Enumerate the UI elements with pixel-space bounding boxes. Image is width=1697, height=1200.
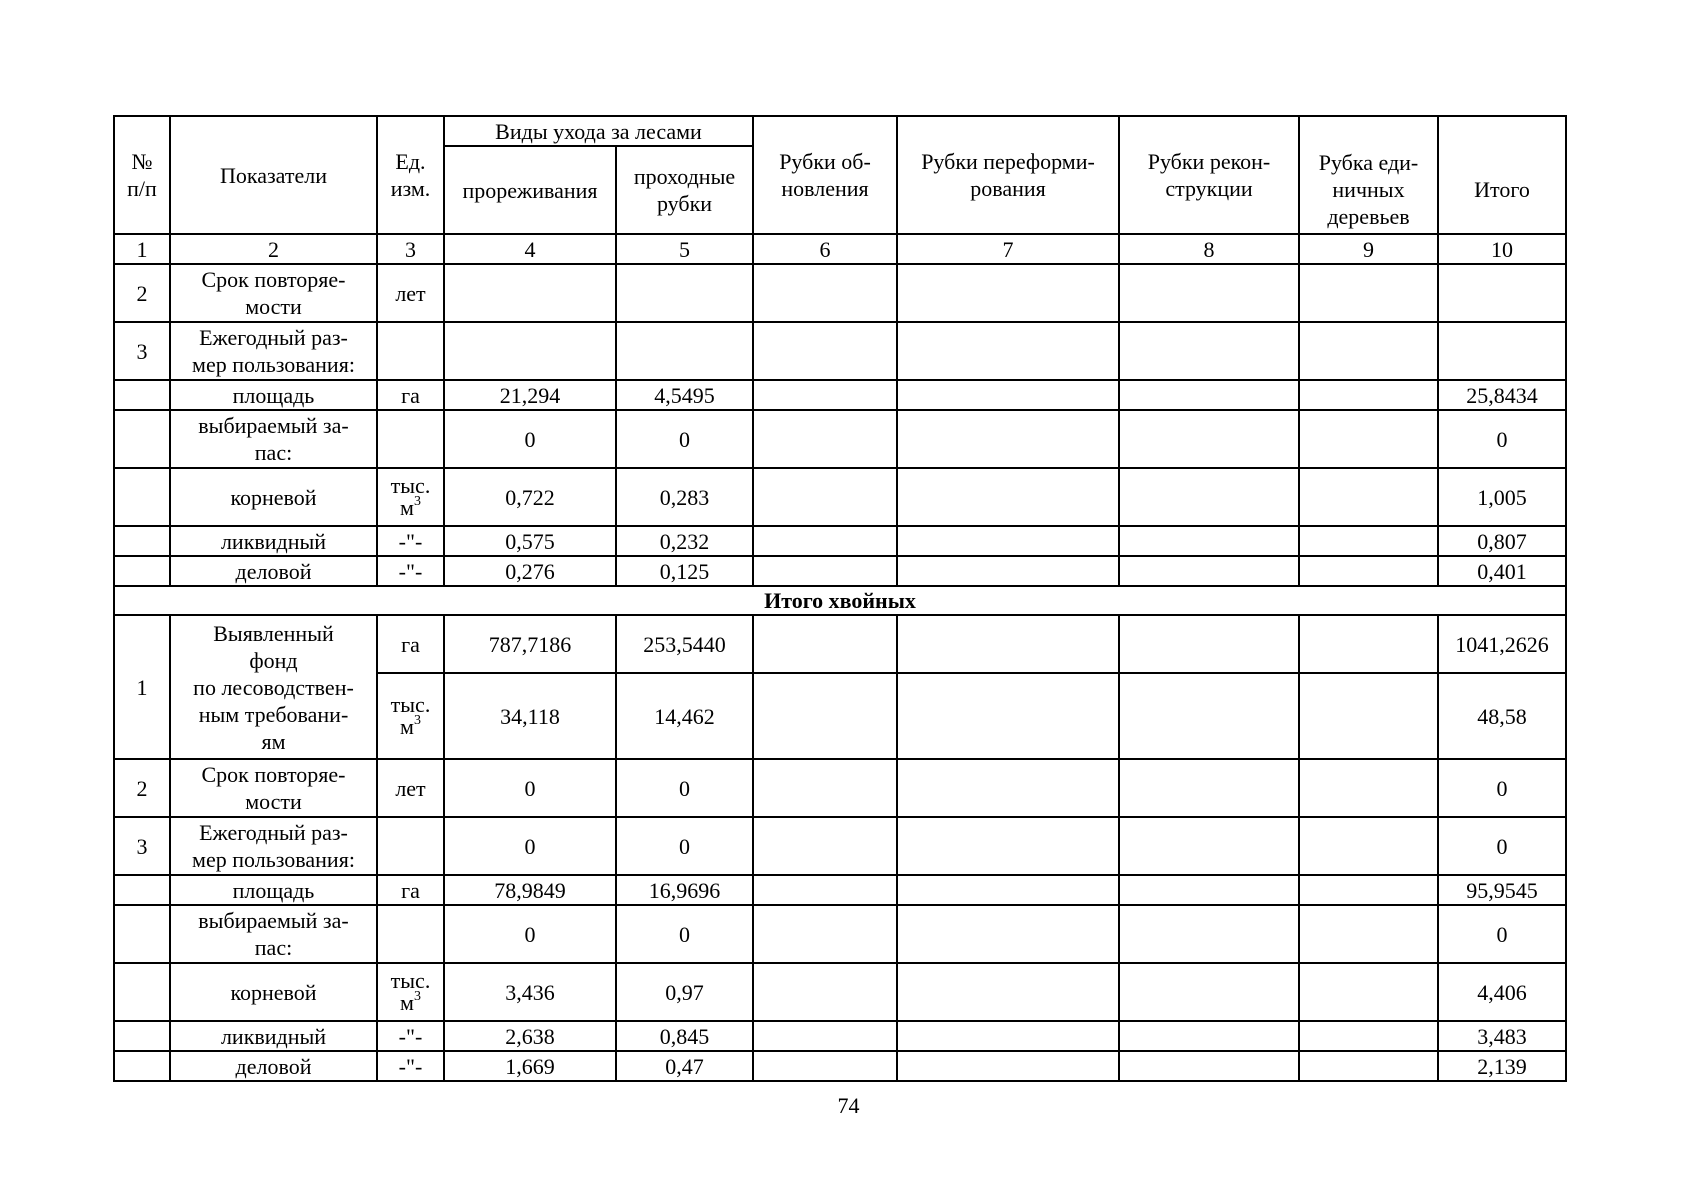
cell-empty <box>897 322 1119 380</box>
cell-empty <box>897 615 1119 673</box>
header-indicators: Показатели <box>170 116 377 234</box>
table-row <box>114 759 1566 817</box>
row-indicator: площадь <box>170 380 377 410</box>
cell-empty <box>1119 963 1299 1021</box>
cell-total: 3,483 <box>1438 1021 1566 1051</box>
cell-total: 0 <box>1438 817 1566 875</box>
cell-total <box>1438 264 1566 322</box>
header-reform: Рубки переформи- рования <box>897 116 1119 234</box>
row-indicator: ликвидный <box>170 1021 377 1051</box>
row-num <box>114 875 170 905</box>
table-row <box>114 380 1566 410</box>
row-indicator: выбираемый за- пас: <box>170 410 377 468</box>
cell-total: 48,58 <box>1438 673 1566 759</box>
table-row <box>114 526 1566 556</box>
row-indicator: деловой <box>170 1051 377 1081</box>
cell-thinning: 3,436 <box>444 963 616 1021</box>
table-row <box>114 1051 1566 1081</box>
cell-thinning: 78,9849 <box>444 875 616 905</box>
cell-total: 0 <box>1438 410 1566 468</box>
cell-empty <box>1119 673 1299 759</box>
row-indicator: ликвидный <box>170 526 377 556</box>
row-num: 1 <box>114 615 170 759</box>
row-unit: лет <box>377 759 444 817</box>
row-unit: лет <box>377 264 444 322</box>
cell-empty <box>753 556 897 586</box>
row-unit: -"- <box>377 556 444 586</box>
cell-passage: 0,845 <box>616 1021 753 1051</box>
cell-passage: 0 <box>616 410 753 468</box>
row-unit <box>377 322 444 380</box>
table-row <box>114 963 1566 1021</box>
column-number-row <box>114 234 1566 264</box>
cell-passage: 0 <box>616 905 753 963</box>
row-num: 2 <box>114 759 170 817</box>
row-unit: -"- <box>377 1021 444 1051</box>
row-indicator: корневой <box>170 468 377 526</box>
table-row <box>114 410 1566 468</box>
cell-empty <box>753 526 897 556</box>
cell-empty <box>1119 264 1299 322</box>
header-care-group: Виды ухода за лесами <box>444 116 753 146</box>
row-unit <box>377 905 444 963</box>
col-num-cell: 9 <box>1299 234 1438 264</box>
cell-empty <box>897 468 1119 526</box>
cell-thinning: 0,575 <box>444 526 616 556</box>
row-indicator: Выявленный фонд по лесоводствен- ным требовани- ям <box>170 615 377 759</box>
col-num-cell: 2 <box>170 234 377 264</box>
cell-empty <box>897 410 1119 468</box>
cell-thinning: 0 <box>444 817 616 875</box>
cell-total: 0 <box>1438 759 1566 817</box>
cell-empty <box>1119 1051 1299 1081</box>
cell-thinning: 21,294 <box>444 380 616 410</box>
cell-empty <box>1119 905 1299 963</box>
cell-total: 1041,2626 <box>1438 615 1566 673</box>
cell-empty <box>1119 817 1299 875</box>
cell-empty <box>1299 322 1438 380</box>
row-num <box>114 1021 170 1051</box>
cell-empty <box>753 817 897 875</box>
cell-empty <box>1299 1021 1438 1051</box>
cell-total: 0 <box>1438 905 1566 963</box>
forest-care-table <box>113 115 1567 1082</box>
cell-empty <box>1119 526 1299 556</box>
cell-empty <box>897 1021 1119 1051</box>
col-num-cell: 5 <box>616 234 753 264</box>
cell-empty <box>1119 468 1299 526</box>
row-unit <box>377 410 444 468</box>
row-indicator: корневой <box>170 963 377 1021</box>
cell-total: 25,8434 <box>1438 380 1566 410</box>
cell-empty <box>897 963 1119 1021</box>
cell-thinning: 787,7186 <box>444 615 616 673</box>
cell-thinning: 0 <box>444 759 616 817</box>
row-num: 3 <box>114 817 170 875</box>
col-num-cell: 8 <box>1119 234 1299 264</box>
cell-thinning: 2,638 <box>444 1021 616 1051</box>
cell-empty <box>1119 556 1299 586</box>
col-num-cell: 1 <box>114 234 170 264</box>
cell-empty <box>1299 380 1438 410</box>
table-row <box>114 556 1566 586</box>
col-num-cell: 3 <box>377 234 444 264</box>
section-title: Итого хвойных <box>114 586 1566 615</box>
table-row <box>114 1021 1566 1051</box>
row-unit: тыс. $м^3$ <box>377 468 444 526</box>
row-num: 3 <box>114 322 170 380</box>
header-num: № п/п <box>114 116 170 234</box>
cell-thinning <box>444 322 616 380</box>
cell-empty <box>1299 759 1438 817</box>
cell-empty <box>1299 468 1438 526</box>
cell-empty <box>753 322 897 380</box>
row-unit: га <box>377 380 444 410</box>
cell-empty <box>1299 264 1438 322</box>
header-passage: проходные рубки <box>616 146 753 234</box>
cell-empty <box>897 759 1119 817</box>
cell-thinning: 0 <box>444 410 616 468</box>
cell-thinning: 0,722 <box>444 468 616 526</box>
cell-empty <box>897 875 1119 905</box>
cell-empty <box>1299 673 1438 759</box>
cell-empty <box>753 410 897 468</box>
cell-empty <box>1299 556 1438 586</box>
cell-passage <box>616 264 753 322</box>
cell-thinning <box>444 264 616 322</box>
cell-empty <box>753 673 897 759</box>
cell-passage: 0,97 <box>616 963 753 1021</box>
cell-empty <box>1119 875 1299 905</box>
cell-empty <box>1299 875 1438 905</box>
row-unit <box>377 817 444 875</box>
cell-empty <box>897 673 1119 759</box>
table-row <box>114 264 1566 322</box>
col-num-cell: 4 <box>444 234 616 264</box>
table-row <box>114 875 1566 905</box>
row-unit: га <box>377 875 444 905</box>
row-num <box>114 556 170 586</box>
header-unit: Ед. изм. <box>377 116 444 234</box>
cell-passage: 0 <box>616 759 753 817</box>
row-num <box>114 468 170 526</box>
cell-thinning: 1,669 <box>444 1051 616 1081</box>
cell-empty <box>1299 963 1438 1021</box>
cell-thinning: 0 <box>444 905 616 963</box>
cell-empty <box>1119 1021 1299 1051</box>
col-num-cell: 6 <box>753 234 897 264</box>
cell-passage <box>616 322 753 380</box>
page-number: 74 <box>837 1093 860 1118</box>
cell-empty <box>753 1051 897 1081</box>
cell-empty <box>753 615 897 673</box>
cell-total: 0,401 <box>1438 556 1566 586</box>
cell-empty <box>1119 615 1299 673</box>
cell-passage: 14,462 <box>616 673 753 759</box>
cell-empty <box>897 380 1119 410</box>
cell-passage: 0,232 <box>616 526 753 556</box>
row-unit: -"- <box>377 526 444 556</box>
header-recon: Рубки рекон- струкции <box>1119 116 1299 234</box>
cell-empty <box>753 380 897 410</box>
cell-passage: 0,125 <box>616 556 753 586</box>
row-indicator: Срок повторяе- мости <box>170 264 377 322</box>
cell-empty <box>1119 410 1299 468</box>
cell-empty <box>753 468 897 526</box>
cell-empty <box>1299 1051 1438 1081</box>
row-indicator: Срок повторяе- мости <box>170 759 377 817</box>
col-num-cell: 10 <box>1438 234 1566 264</box>
table-row <box>114 322 1566 380</box>
cell-empty <box>1299 526 1438 556</box>
row-indicator: Ежегодный раз- мер пользования: <box>170 817 377 875</box>
cell-empty <box>1299 905 1438 963</box>
table-row <box>114 817 1566 875</box>
cell-passage: 253,5440 <box>616 615 753 673</box>
cell-passage: 4,5495 <box>616 380 753 410</box>
row-num <box>114 963 170 1021</box>
cell-passage: 0 <box>616 817 753 875</box>
row-indicator: площадь <box>170 875 377 905</box>
row-num <box>114 1051 170 1081</box>
cell-empty <box>1119 380 1299 410</box>
cell-thinning: 0,276 <box>444 556 616 586</box>
cell-empty <box>753 1021 897 1051</box>
cell-total: 1,005 <box>1438 468 1566 526</box>
cell-empty <box>897 264 1119 322</box>
header-single-trees: Рубка еди- ничных деревьев <box>1299 116 1438 234</box>
table-row <box>114 615 1566 673</box>
table-row <box>114 905 1566 963</box>
cell-empty <box>1299 410 1438 468</box>
cell-empty <box>753 905 897 963</box>
cell-empty <box>897 526 1119 556</box>
header-thinning: прореживания <box>444 146 616 234</box>
row-indicator: Ежегодный раз- мер пользования: <box>170 322 377 380</box>
row-indicator: деловой <box>170 556 377 586</box>
cell-total: 95,9545 <box>1438 875 1566 905</box>
table-row <box>114 468 1566 526</box>
row-num <box>114 410 170 468</box>
header-renewal: Рубки об- новления <box>753 116 897 234</box>
row-unit: тыс. $м^3$ <box>377 673 444 759</box>
row-num: 2 <box>114 264 170 322</box>
section-row <box>114 586 1566 615</box>
cell-passage: 0,47 <box>616 1051 753 1081</box>
cell-empty <box>753 759 897 817</box>
cell-passage: 0,283 <box>616 468 753 526</box>
cell-empty <box>1119 322 1299 380</box>
cell-empty <box>753 963 897 1021</box>
cell-empty <box>897 1051 1119 1081</box>
cell-total <box>1438 322 1566 380</box>
row-num <box>114 526 170 556</box>
row-num <box>114 380 170 410</box>
cell-empty <box>897 556 1119 586</box>
cell-total: 0,807 <box>1438 526 1566 556</box>
cell-passage: 16,9696 <box>616 875 753 905</box>
cell-total: 2,139 <box>1438 1051 1566 1081</box>
cell-thinning: 34,118 <box>444 673 616 759</box>
header-total: Итого <box>1438 116 1566 234</box>
cell-empty <box>1299 615 1438 673</box>
cell-empty <box>1119 759 1299 817</box>
row-indicator: выбираемый за- пас: <box>170 905 377 963</box>
cell-total: 4,406 <box>1438 963 1566 1021</box>
row-num <box>114 905 170 963</box>
row-unit: тыс. $м^3$ <box>377 963 444 1021</box>
header-row-1 <box>114 116 1566 146</box>
cell-empty <box>753 875 897 905</box>
cell-empty <box>897 905 1119 963</box>
cell-empty <box>1299 817 1438 875</box>
row-unit: га <box>377 615 444 673</box>
cell-empty <box>897 817 1119 875</box>
row-unit: -"- <box>377 1051 444 1081</box>
cell-empty <box>753 264 897 322</box>
col-num-cell: 7 <box>897 234 1119 264</box>
